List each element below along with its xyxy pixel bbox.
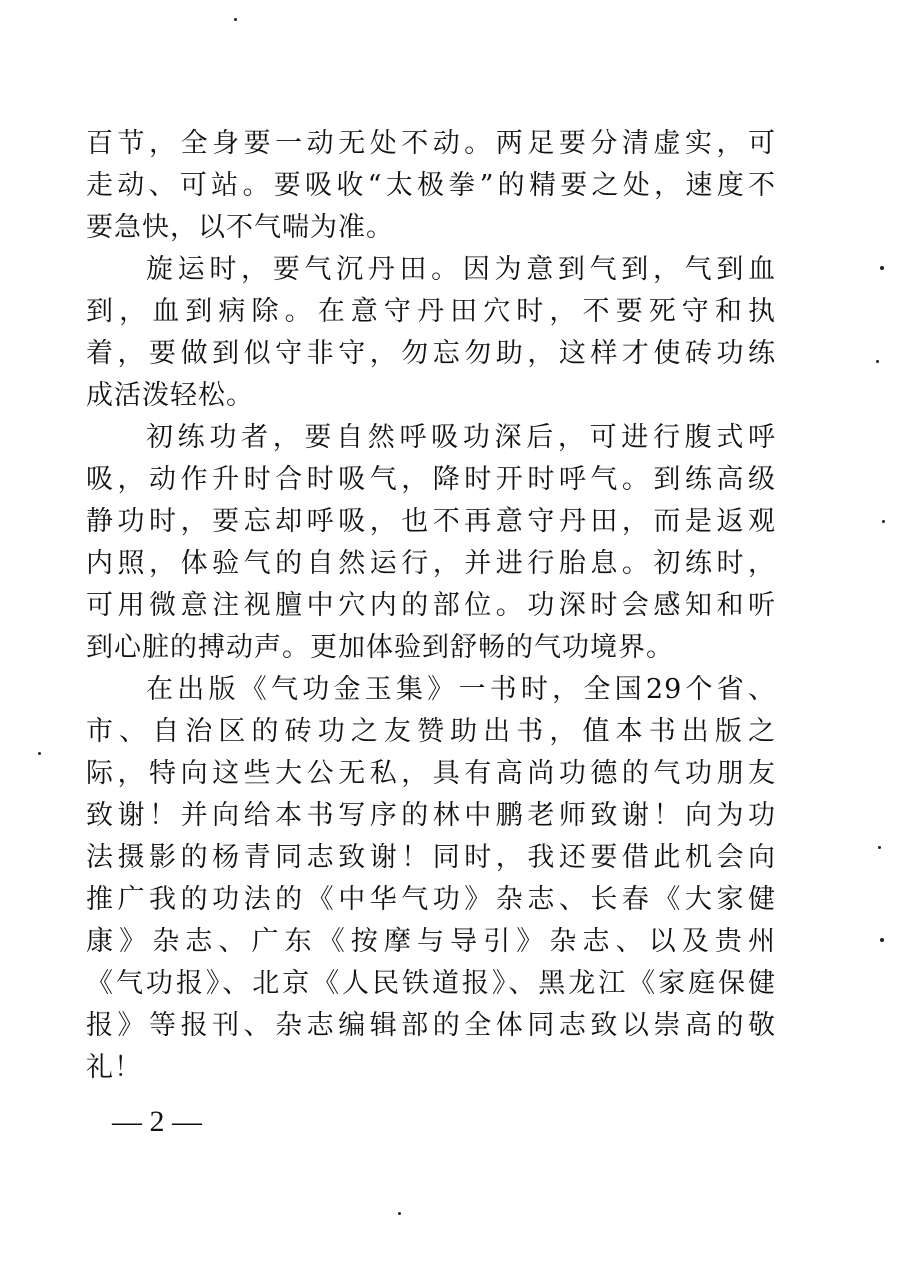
text-line: 礼！ [86, 1052, 142, 1083]
text-line: 旋运时，要气沉丹田。因为意到气到，气到血 [146, 254, 776, 285]
scan-speck [234, 18, 237, 21]
text-line: 着，要做到似守非守，勿忘勿助，这样才使砖功练 [86, 338, 776, 369]
text-line: 吸，动作升时合时吸气，降时开时呼气。到练高级 [86, 464, 776, 495]
text-line: 致谢！并向给本书写序的林中鹏老师致谢！向为功 [86, 800, 776, 831]
text-line: 可用微意注视膻中穴内的部位。功深时会感知和听 [86, 590, 776, 621]
text-line: 际，特向这些大公无私，具有高尚功德的气功朋友 [86, 758, 776, 789]
scan-speck [882, 520, 885, 523]
text-line: 要急快，以不气喘为准。 [86, 212, 394, 243]
text-line: 成活泼轻松。 [86, 380, 254, 411]
text-line: 百节，全身要一动无处不动。两足要分清虚实，可 [86, 128, 776, 159]
scan-speck [880, 938, 884, 942]
scan-speck [398, 1212, 401, 1215]
text-line: 初练功者，要自然呼吸功深后，可进行腹式呼 [146, 422, 776, 453]
text-line: 到心脏的搏动声。更加体验到舒畅的气功境界。 [86, 632, 674, 663]
scan-speck [38, 752, 41, 755]
text-line: 内照，体验气的自然运行，并进行胎息。初练时， [86, 548, 776, 579]
text-line: 到，血到病除。在意守丹田穴时，不要死守和执 [86, 296, 776, 327]
scan-speck [878, 846, 881, 849]
text-line: 法摄影的杨青同志致谢！同时，我还要借此机会向 [86, 842, 776, 873]
text-line: 《气功报》、北京《人民铁道报》、黑龙江《家庭保健 [86, 968, 776, 999]
scan-speck [876, 360, 879, 363]
page-number: — 2 — [112, 1105, 202, 1138]
scan-speck [880, 266, 884, 270]
text-line: 报》等报刊、杂志编辑部的全体同志致以崇高的敬 [86, 1010, 776, 1041]
text-line: 静功时，要忘却呼吸，也不再意守丹田，而是返观 [86, 506, 776, 537]
text-line: 推广我的功法的《中华气功》杂志、长春《大家健 [86, 884, 776, 915]
text-line: 市、自治区的砖功之友赞助出书，值本书出版之 [86, 716, 776, 747]
text-line: 走动、可站。要吸收“太极拳”的精要之处，速度不 [86, 170, 776, 201]
text-line: 康》杂志、广东《按摩与导引》杂志、以及贵州 [86, 926, 776, 957]
text-line: 在出版《气功金玉集》一书时，全国29个省、 [146, 674, 776, 705]
